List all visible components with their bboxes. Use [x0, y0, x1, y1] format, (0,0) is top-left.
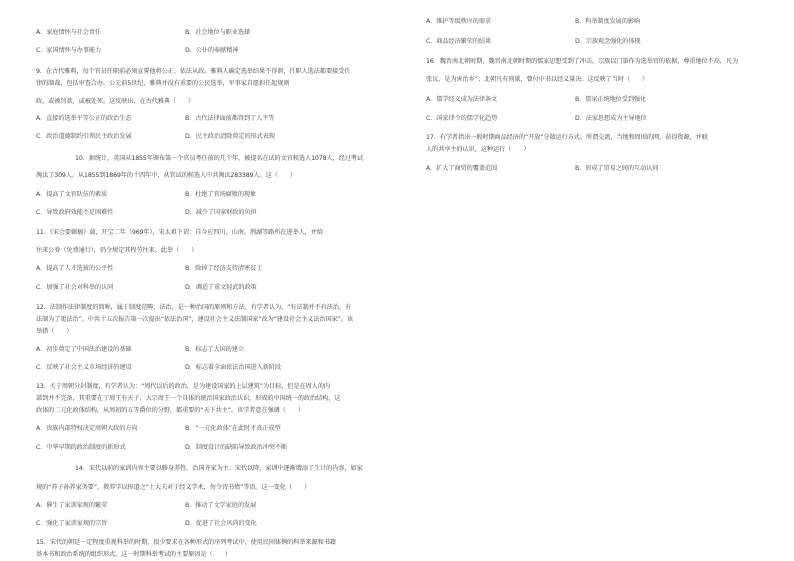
- q8-option-a: A．家庭情怀与社会责任: [36, 29, 102, 36]
- q13-line-3: 政体的二元化政体结构，从周初的五等爵位的分野，都重要的“天下共主”。该学者意在强调（ ）: [36, 407, 304, 414]
- q16-option-c: C．国家律令的儒学化趋势: [426, 115, 498, 122]
- q12-line-1: 12．法制作法律制度的简称，属于制度范畴；法治，是一种治国的原则和方法。有学者认为，“有法制并不有法治，有: [36, 304, 352, 311]
- q8-option-d: D．公仆的奉献精神: [185, 47, 239, 54]
- q15-option-d: D．宗族观念强化的体现: [575, 38, 641, 45]
- q11-line-1: 11．《宋会要辑稿》载，开宝二年（969年），宋太祖下诏：自今应四川、山南、荆湖等路所在进举人，并给: [36, 229, 323, 236]
- q10-option-b: B．杜绝了官场腐败的现象: [185, 191, 257, 198]
- q9-option-c: C．政治道德制约引领民主政治发展: [36, 133, 132, 140]
- q16-line-1: 16．魏晋南北朝时期，魏晋南北朝时期的儒家思想受到了冲击，宗族以门第作为选举官的依据，尊重地位不高，凡为: [426, 58, 739, 65]
- q16-option-b: B．儒家正统地位受到强化: [575, 96, 647, 103]
- q13-line-2: 部到并不完备，其重要在于周王有天子，大宗周王一个具体的统治国家政治认识，形成的中国统一的政治结构，这: [36, 395, 341, 402]
- q9-option-b: B．古代法律面前都得到了人平等: [185, 115, 275, 122]
- q14-line-1: 14．宋代以前的家训内容主要以修身养性、治国齐家为主；宋代以降，家训中逐渐增添了生计的内容，如家: [75, 465, 363, 472]
- q14-option-c: C．强化了家训家规的宗旨: [36, 520, 108, 527]
- q9-line-2: 律的制裁，包括审查合办。公元前5世纪，雅典并没有重要的公民选举，军事家自愿担任起规则: [36, 80, 290, 87]
- q11-option-b: B．除掉了经济支持清寒贫士: [185, 265, 263, 272]
- q12-option-b: B．标志了大国的建立: [185, 346, 244, 353]
- q10-line-2: 淘汰了309人。从1855到1869年的十四年中，从官试的候选人中共淘汰283389人。这（ ）: [36, 172, 297, 179]
- q10-option-a: A．提高了文官队伍的素质: [36, 191, 108, 198]
- q13-option-d: D．制度设计的缺陷导致政治冲突不断: [185, 444, 288, 451]
- q12-option-c: C．反映了社会主义市场经济的建设: [36, 364, 132, 371]
- q13-option-c: C．中华早期的政治制度的新形式: [36, 444, 126, 451]
- q14-line-2: 规的“养子孙养家务要”，教养学以传道之”士大夫对于经义学术，勿令诗书惰”等语。这一变化（ ）: [36, 484, 311, 491]
- q12-line-3: 举措（ ）: [36, 328, 73, 335]
- q9-line-3: 政，或被罚款，或被处死。这反映出，在古代雅典（ ）: [36, 98, 195, 105]
- q15-option-b: B．科举制度发展的影响: [575, 18, 641, 25]
- q16-option-d: D．法家思想成为主导地位: [575, 115, 647, 122]
- q8-option-c: C．家国情怀与办事能力: [36, 47, 102, 54]
- q15-option-a: A．维护等级秩序的需求: [426, 18, 492, 25]
- q8-option-b: B．社会地位与职业选择: [185, 29, 251, 36]
- q16-line-2: 张议，是为害治乡”；北朝凡有刑狱，曾付中书以经义量决。这反映了当时（ ）: [426, 76, 649, 83]
- q14-option-d: D．促进了社会风尚的变化: [185, 520, 257, 527]
- q12-line-2: 法制为了更法治”。中共十五次报告第一次提出“依法治国”，建设社会主义法制国家”改为“建设社会主义法治国家”。该: [36, 316, 353, 323]
- q13-option-b: B．“一元化政体”在此时才真正成型: [185, 425, 281, 432]
- q9-line-1: 9．在古代雅典，每个官员任职前必须宣誓他将公正、依法从政。雅典人确定选举结果不得泄，任职人选法都要接受任: [36, 68, 351, 75]
- q16-option-a: A．儒学经义成为法律条文: [426, 96, 498, 103]
- q15-line-1: 15．宋代的朝廷一定程度重视科举的时期，很少要求在各种形式的序列考试中，使用民间体例的科举来源和书籍: [36, 539, 336, 546]
- q13-option-a: A．贵族内部特权决定周朝大政的方向: [36, 425, 138, 432]
- q11-option-c: C．加强了社会对科举的认同: [36, 284, 114, 291]
- q12-option-d: D．标志着全面依法治国进入新阶段: [185, 364, 281, 371]
- q13-line-1: 13．关于周朝分封制度，有学者认为：“周代以后的政治，是为建设国家的上层建筑”为目标，但是在周人的内: [36, 383, 330, 390]
- q15-option-c: C．商品经济繁荣的结果: [426, 38, 492, 45]
- q17-option-b: B．形成了贸易之间的互动认同: [575, 165, 659, 172]
- q11-option-a: A．提高了人才选拔的公平性: [36, 265, 114, 272]
- q10-option-d: D．减少了国家财政的负担: [185, 209, 257, 216]
- q11-line-2: 往来公券（免费通行），仍令规定其程劳往来。此举（ ）: [36, 247, 198, 254]
- q14-option-b: B．推动了文学家庭的发展: [185, 502, 257, 509]
- q10-line-1: 10．据统计，英国从1855年颁布第一个官员考任前的几个年，被提名在试的文官候选人1078人，经过考试: [75, 155, 363, 162]
- q15-line-2: 基本书和政治系统的组织形式。这一时期科举考试的主要原因是（ ）: [36, 551, 231, 558]
- q17-line-2: 人的共享主的认识，这种运行（ ）: [426, 146, 530, 153]
- q9-option-d: D．民主政治清除奠定的形式表现: [185, 133, 275, 140]
- q17-line-1: 17．有学者指出一般时期商品经济的“开放”分散运行方式。所谓交流，当地和周围的网，获得资源，并联: [426, 134, 708, 141]
- q14-option-a: A．催生了家训家规的繁荣: [36, 502, 108, 509]
- q9-option-a: A．直接的选举平等公正的政治生态: [36, 115, 132, 122]
- q11-option-d: D．调适了重文轻武的政策: [185, 284, 257, 291]
- q12-option-a: A．初步奠定了中国法治建设的基础: [36, 346, 132, 353]
- q10-option-c: C．导致政府效能不足困难性: [36, 209, 114, 216]
- q17-option-a: A．扩大了商贸的覆盖范围: [426, 165, 498, 172]
